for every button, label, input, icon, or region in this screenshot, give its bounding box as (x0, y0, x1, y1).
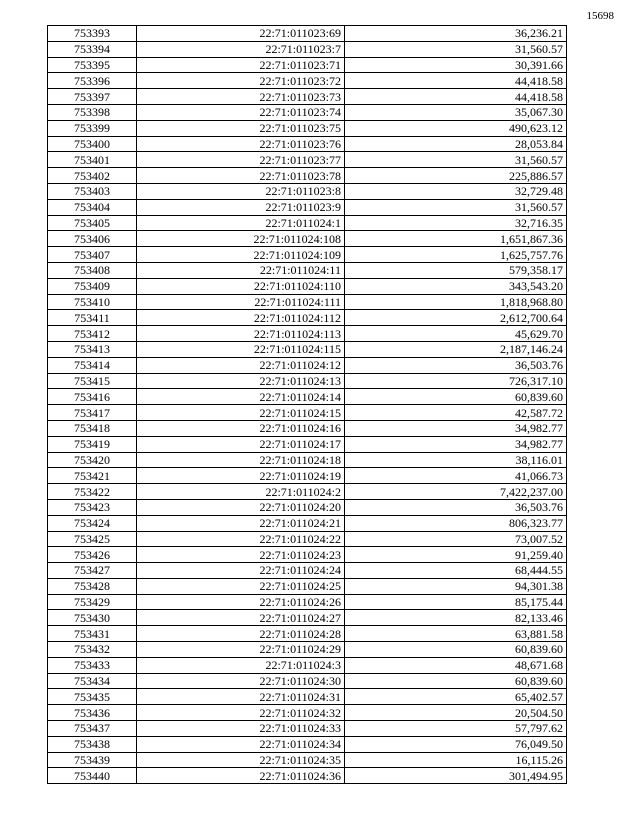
table-row (48, 89, 567, 105)
cadastral-number-cell: 22:71:011024:1 (137, 215, 345, 231)
cadastral-number-cell: 22:71:011023:76 (137, 136, 345, 152)
table-row (48, 373, 567, 389)
cadastral-number-cell: 22:71:011024:112 (137, 310, 345, 326)
record-id-cell: 753406 (48, 231, 137, 247)
cadastral-value-cell: 57,797.62 (345, 721, 567, 737)
record-id-cell: 753422 (48, 484, 137, 500)
cadastral-value-cell: 31,560.57 (345, 41, 567, 57)
table-row (48, 389, 567, 405)
cadastral-value-cell: 36,236.21 (345, 26, 567, 42)
cadastral-number-cell: 22:71:011023:73 (137, 89, 345, 105)
cadastral-number-cell: 22:71:011024:109 (137, 247, 345, 263)
table-row (48, 468, 567, 484)
table-row (48, 594, 567, 610)
cadastral-number-cell: 22:71:011024:3 (137, 657, 345, 673)
cadastral-value-cell: 20,504.50 (345, 705, 567, 721)
cadastral-number-cell: 22:71:011024:33 (137, 721, 345, 737)
record-id-cell: 753396 (48, 73, 137, 89)
table-row (48, 405, 567, 421)
cadastral-value-cell: 44,418.58 (345, 73, 567, 89)
cadastral-value-cell: 28,053.84 (345, 136, 567, 152)
record-id-cell: 753431 (48, 626, 137, 642)
cadastral-number-cell: 22:71:011024:25 (137, 578, 345, 594)
record-id-cell: 753428 (48, 578, 137, 594)
cadastral-value-cell: 2,187,146.24 (345, 341, 567, 357)
table-row (48, 247, 567, 263)
record-id-cell: 753425 (48, 531, 137, 547)
cadastral-number-cell: 22:71:011024:30 (137, 673, 345, 689)
table-row (48, 420, 567, 436)
cadastral-number-cell: 22:71:011024:21 (137, 515, 345, 531)
cadastral-value-cell: 94,301.38 (345, 578, 567, 594)
cadastral-number-cell: 22:71:011024:28 (137, 626, 345, 642)
table-row (48, 515, 567, 531)
cadastral-value-cell: 7,422,237.00 (345, 484, 567, 500)
cadastral-value-cell: 806,323.77 (345, 515, 567, 531)
table-row (48, 499, 567, 515)
cadastral-value-cell: 490,623.12 (345, 120, 567, 136)
cadastral-value-cell: 44,418.58 (345, 89, 567, 105)
record-id-cell: 753440 (48, 768, 137, 784)
table-row (48, 199, 567, 215)
cadastral-number-cell: 22:71:011024:12 (137, 357, 345, 373)
table-row (48, 262, 567, 278)
cadastral-number-cell: 22:71:011024:26 (137, 594, 345, 610)
table-row (48, 673, 567, 689)
cadastral-value-cell: 32,729.48 (345, 183, 567, 199)
table-row (48, 531, 567, 547)
cadastral-number-cell: 22:71:011024:29 (137, 642, 345, 658)
cadastral-value-cell: 85,175.44 (345, 594, 567, 610)
table-row (48, 168, 567, 184)
table-row (48, 752, 567, 768)
record-id-cell: 753399 (48, 120, 137, 136)
table-row (48, 310, 567, 326)
record-id-cell: 753417 (48, 405, 137, 421)
record-id-cell: 753400 (48, 136, 137, 152)
cadastral-value-cell: 225,886.57 (345, 168, 567, 184)
record-id-cell: 753416 (48, 389, 137, 405)
record-id-cell: 753439 (48, 752, 137, 768)
table-row (48, 183, 567, 199)
record-id-cell: 753394 (48, 41, 137, 57)
cadastral-value-cell: 41,066.73 (345, 468, 567, 484)
record-id-cell: 753402 (48, 168, 137, 184)
table-row (48, 26, 567, 42)
cadastral-number-cell: 22:71:011023:9 (137, 199, 345, 215)
record-id-cell: 753412 (48, 326, 137, 342)
table-row (48, 136, 567, 152)
table-row (48, 215, 567, 231)
cadastral-value-cell: 48,671.68 (345, 657, 567, 673)
cadastral-number-cell: 22:71:011024:113 (137, 326, 345, 342)
cadastral-value-cell: 91,259.40 (345, 547, 567, 563)
cadastral-value-cell: 36,503.76 (345, 357, 567, 373)
table-row (48, 326, 567, 342)
record-id-cell: 753421 (48, 468, 137, 484)
table-row (48, 547, 567, 563)
cadastral-value-cell: 63,881.58 (345, 626, 567, 642)
table-row (48, 736, 567, 752)
record-id-cell: 753429 (48, 594, 137, 610)
record-id-cell: 753413 (48, 341, 137, 357)
table-row (48, 610, 567, 626)
record-id-cell: 753408 (48, 262, 137, 278)
record-id-cell: 753405 (48, 215, 137, 231)
cadastral-number-cell: 22:71:011024:18 (137, 452, 345, 468)
cadastral-value-cell: 726,317.10 (345, 373, 567, 389)
cadastral-number-cell: 22:71:011023:75 (137, 120, 345, 136)
cadastral-number-cell: 22:71:011023:7 (137, 41, 345, 57)
table-row (48, 768, 567, 784)
record-id-cell: 753435 (48, 689, 137, 705)
cadastral-number-cell: 22:71:011024:15 (137, 405, 345, 421)
cadastral-value-cell: 38,116.01 (345, 452, 567, 468)
record-id-cell: 753418 (48, 420, 137, 436)
cadastral-number-cell: 22:71:011023:72 (137, 73, 345, 89)
table-row (48, 705, 567, 721)
table-row (48, 721, 567, 737)
table-row (48, 689, 567, 705)
cadastral-number-cell: 22:71:011024:13 (137, 373, 345, 389)
cadastral-value-cell: 301,494.95 (345, 768, 567, 784)
record-id-cell: 753419 (48, 436, 137, 452)
table-row (48, 578, 567, 594)
cadastral-value-cell: 45,629.70 (345, 326, 567, 342)
cadastral-number-cell: 22:71:011024:27 (137, 610, 345, 626)
table-row (48, 626, 567, 642)
record-id-cell: 753424 (48, 515, 137, 531)
cadastral-value-cell: 16,115.26 (345, 752, 567, 768)
record-id-cell: 753434 (48, 673, 137, 689)
cadastral-value-cell: 31,560.57 (345, 199, 567, 215)
cadastral-value-cell: 68,444.55 (345, 563, 567, 579)
table-row (48, 152, 567, 168)
table-row (48, 436, 567, 452)
cadastral-number-cell: 22:71:011024:108 (137, 231, 345, 247)
table-row (48, 484, 567, 500)
cadastral-value-table (47, 25, 567, 784)
cadastral-value-cell: 82,133.46 (345, 610, 567, 626)
cadastral-number-cell: 22:71:011024:23 (137, 547, 345, 563)
table-row (48, 57, 567, 73)
cadastral-value-cell: 60,839.60 (345, 389, 567, 405)
cadastral-value-cell: 60,839.60 (345, 673, 567, 689)
cadastral-number-cell: 22:71:011024:35 (137, 752, 345, 768)
table-row (48, 642, 567, 658)
cadastral-number-cell: 22:71:011024:20 (137, 499, 345, 515)
cadastral-number-cell: 22:71:011024:24 (137, 563, 345, 579)
table-row (48, 357, 567, 373)
cadastral-value-cell: 343,543.20 (345, 278, 567, 294)
record-id-cell: 753436 (48, 705, 137, 721)
record-id-cell: 753420 (48, 452, 137, 468)
cadastral-value-cell: 30,391.66 (345, 57, 567, 73)
cadastral-value-cell: 1,818,968.80 (345, 294, 567, 310)
record-id-cell: 753393 (48, 26, 137, 42)
record-id-cell: 753397 (48, 89, 137, 105)
record-id-cell: 753432 (48, 642, 137, 658)
record-id-cell: 753414 (48, 357, 137, 373)
record-id-cell: 753437 (48, 721, 137, 737)
record-id-cell: 753395 (48, 57, 137, 73)
cadastral-value-cell: 35,067.30 (345, 104, 567, 120)
table-row (48, 278, 567, 294)
table-row (48, 563, 567, 579)
record-id-cell: 753433 (48, 657, 137, 673)
cadastral-number-cell: 22:71:011024:2 (137, 484, 345, 500)
cadastral-number-cell: 22:71:011024:31 (137, 689, 345, 705)
cadastral-number-cell: 22:71:011024:17 (137, 436, 345, 452)
table-row (48, 657, 567, 673)
cadastral-value-cell: 1,651,867.36 (345, 231, 567, 247)
cadastral-number-cell: 22:71:011023:77 (137, 152, 345, 168)
cadastral-number-cell: 22:71:011024:115 (137, 341, 345, 357)
cadastral-value-cell: 1,625,757.76 (345, 247, 567, 263)
page-number: 15698 (586, 10, 614, 22)
record-id-cell: 753438 (48, 736, 137, 752)
record-id-cell: 753415 (48, 373, 137, 389)
cadastral-number-cell: 22:71:011024:34 (137, 736, 345, 752)
cadastral-value-cell: 32,716.35 (345, 215, 567, 231)
record-id-cell: 753430 (48, 610, 137, 626)
table-row (48, 341, 567, 357)
cadastral-number-cell: 22:71:011024:22 (137, 531, 345, 547)
cadastral-number-cell: 22:71:011023:8 (137, 183, 345, 199)
cadastral-value-cell: 73,007.52 (345, 531, 567, 547)
cadastral-number-cell: 22:71:011024:32 (137, 705, 345, 721)
table-row (48, 231, 567, 247)
table-row (48, 452, 567, 468)
cadastral-number-cell: 22:71:011024:16 (137, 420, 345, 436)
cadastral-number-cell: 22:71:011024:14 (137, 389, 345, 405)
record-id-cell: 753411 (48, 310, 137, 326)
cadastral-number-cell: 22:71:011024:110 (137, 278, 345, 294)
cadastral-value-cell: 76,049.50 (345, 736, 567, 752)
cadastral-number-cell: 22:71:011023:78 (137, 168, 345, 184)
table-row (48, 120, 567, 136)
record-id-cell: 753409 (48, 278, 137, 294)
table-body (48, 26, 567, 784)
record-id-cell: 753426 (48, 547, 137, 563)
cadastral-value-cell: 42,587.72 (345, 405, 567, 421)
record-id-cell: 753404 (48, 199, 137, 215)
record-id-cell: 753403 (48, 183, 137, 199)
record-id-cell: 753423 (48, 499, 137, 515)
table-row (48, 294, 567, 310)
cadastral-value-cell: 65,402.57 (345, 689, 567, 705)
record-id-cell: 753427 (48, 563, 137, 579)
record-id-cell: 753410 (48, 294, 137, 310)
cadastral-number-cell: 22:71:011023:69 (137, 26, 345, 42)
cadastral-value-cell: 2,612,700.64 (345, 310, 567, 326)
cadastral-number-cell: 22:71:011023:74 (137, 104, 345, 120)
cadastral-number-cell: 22:71:011024:19 (137, 468, 345, 484)
table-row (48, 73, 567, 89)
cadastral-number-cell: 22:71:011024:11 (137, 262, 345, 278)
cadastral-value-cell: 34,982.77 (345, 420, 567, 436)
record-id-cell: 753401 (48, 152, 137, 168)
cadastral-value-cell: 31,560.57 (345, 152, 567, 168)
cadastral-number-cell: 22:71:011023:71 (137, 57, 345, 73)
cadastral-number-cell: 22:71:011024:111 (137, 294, 345, 310)
table-row (48, 41, 567, 57)
cadastral-value-cell: 60,839.60 (345, 642, 567, 658)
cadastral-value-cell: 36,503.76 (345, 499, 567, 515)
cadastral-value-cell: 34,982.77 (345, 436, 567, 452)
table-row (48, 104, 567, 120)
record-id-cell: 753407 (48, 247, 137, 263)
cadastral-value-cell: 579,358.17 (345, 262, 567, 278)
cadastral-number-cell: 22:71:011024:36 (137, 768, 345, 784)
record-id-cell: 753398 (48, 104, 137, 120)
